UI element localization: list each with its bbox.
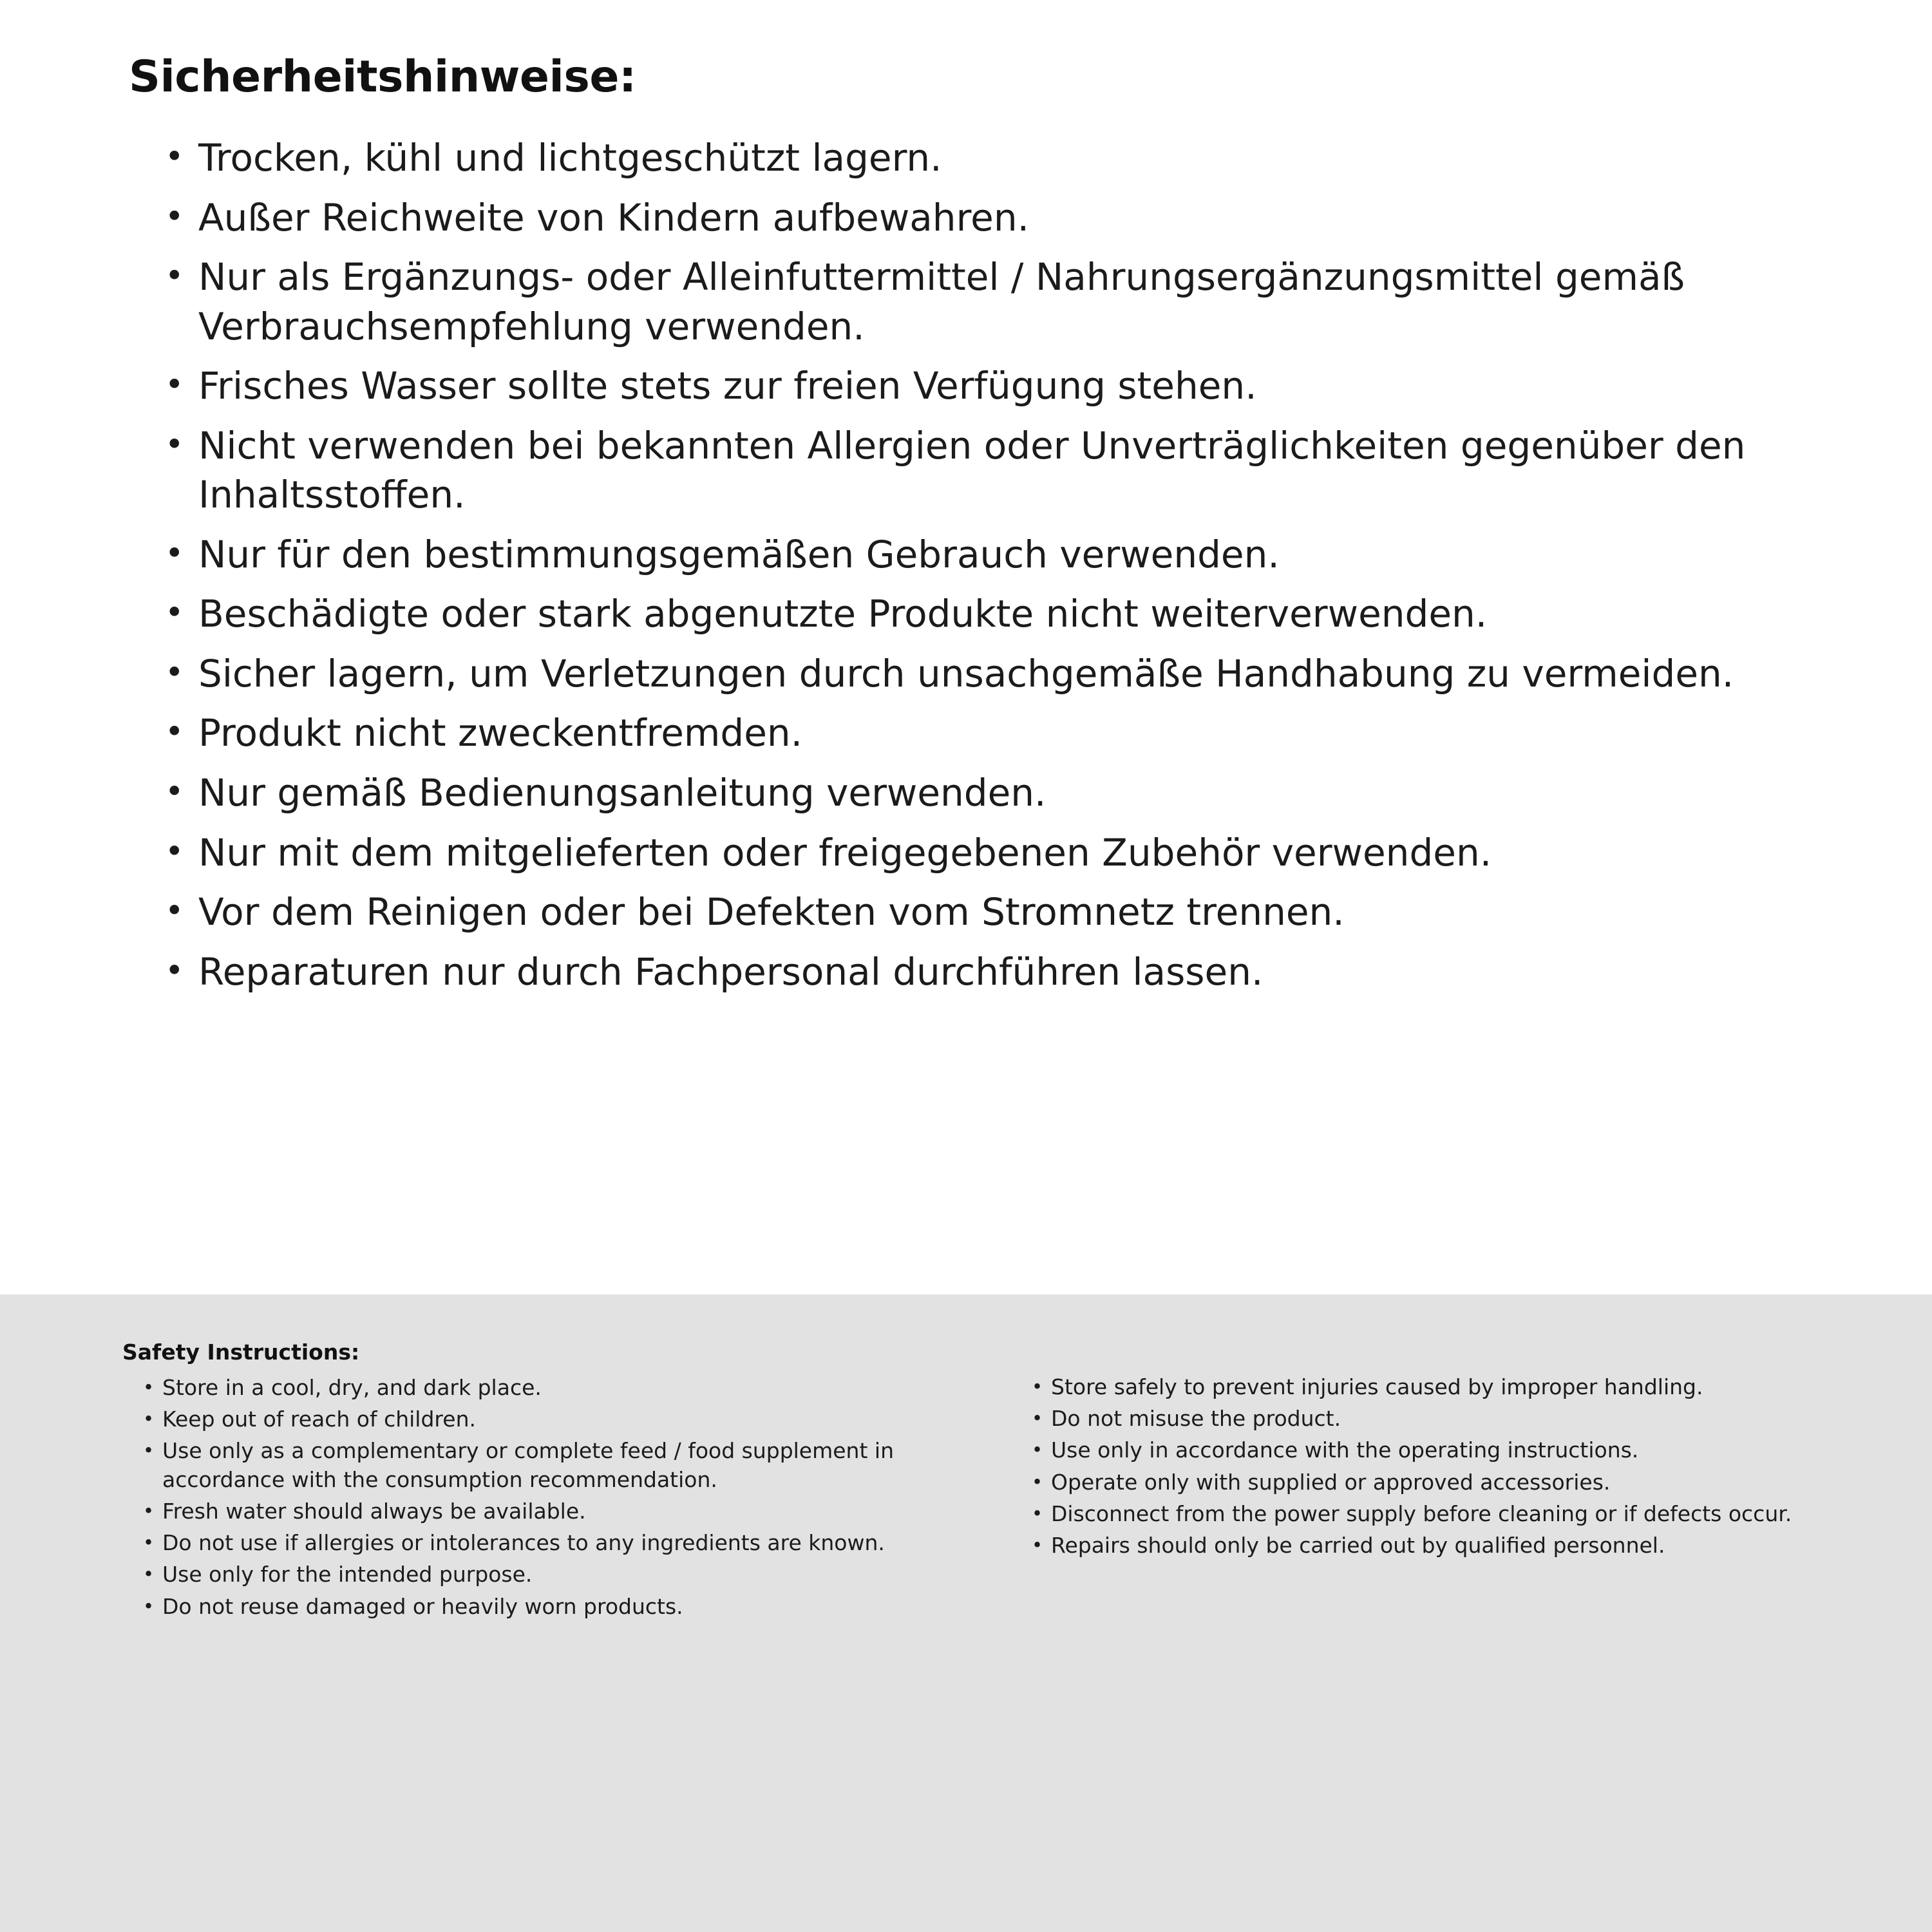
list-item bbox=[142, 1497, 940, 1526]
bullet-icon: • bbox=[1032, 1439, 1043, 1461]
bullet-icon: • bbox=[165, 773, 184, 811]
list-item-text: Operate only with supplied or approved accessories. bbox=[1051, 1469, 1611, 1495]
list-item bbox=[1030, 1468, 1829, 1497]
list-item-text: Use only in accordance with the operating instructions. bbox=[1051, 1437, 1639, 1463]
list-item-text: Sicher lagern, um Verletzungen durch unsachgemäße Handhabung zu vermeiden. bbox=[198, 651, 1734, 696]
list-item-text: Repairs should only be carried out by qualified personnel. bbox=[1051, 1533, 1665, 1558]
list-item bbox=[142, 1560, 940, 1589]
german-safety-list bbox=[129, 133, 1855, 996]
english-left-column bbox=[122, 1340, 940, 1624]
list-item bbox=[1030, 1436, 1829, 1464]
list-item-text: Nur als Ergänzungs- oder Alleinfuttermittel / Nahrungsergänzungsmittel gemäß Verbrauchsempfehlung verwenden. bbox=[198, 255, 1685, 348]
list-item-text: Nur für den bestimmungsgemäßen Gebrauch verwenden. bbox=[198, 532, 1280, 576]
list-item bbox=[161, 530, 1847, 580]
list-item-text: Use only for the intended purpose. bbox=[162, 1562, 533, 1587]
list-item-text: Fresh water should always be available. bbox=[162, 1498, 586, 1524]
bullet-icon: • bbox=[143, 1563, 155, 1586]
bullet-icon: • bbox=[165, 713, 184, 751]
list-item bbox=[161, 947, 1847, 997]
english-columns bbox=[122, 1340, 1868, 1624]
list-item bbox=[142, 1437, 940, 1493]
list-item-text: Trocken, kühl und lichtgeschützt lagern. bbox=[198, 136, 942, 180]
list-item-text: Do not reuse damaged or heavily worn products. bbox=[162, 1593, 683, 1619]
english-safety-list-left bbox=[122, 1374, 940, 1621]
bullet-icon: • bbox=[165, 366, 184, 404]
list-item bbox=[161, 193, 1847, 243]
bullet-icon: • bbox=[143, 1531, 155, 1554]
list-item bbox=[161, 887, 1847, 937]
list-item-text: Use only as a complementary or complete feed / food supplement in accordance with the consumption recommendation. bbox=[162, 1438, 894, 1492]
list-item-text: Store in a cool, dry, and dark place. bbox=[162, 1375, 542, 1400]
list-item bbox=[161, 768, 1847, 818]
english-right-column bbox=[1011, 1340, 1829, 1563]
bullet-icon: • bbox=[143, 1376, 155, 1398]
bullet-icon: • bbox=[165, 425, 184, 463]
english-safety-list-right bbox=[1011, 1373, 1829, 1560]
list-item bbox=[161, 828, 1847, 878]
bullet-icon: • bbox=[1032, 1376, 1043, 1397]
list-item-text: Reparaturen nur durch Fachpersonal durchführen lassen. bbox=[198, 949, 1264, 994]
list-item bbox=[161, 589, 1847, 639]
list-item-text: Beschädigte oder stark abgenutzte Produkte nicht weiterverwenden. bbox=[198, 592, 1488, 636]
list-item bbox=[161, 421, 1847, 520]
english-safety-section bbox=[0, 1294, 1932, 1932]
list-item-text: Außer Reichweite von Kindern aufbewahren. bbox=[198, 195, 1030, 240]
bullet-icon: • bbox=[165, 653, 184, 691]
list-item-text: Produkt nicht zweckentfremden. bbox=[198, 711, 803, 755]
list-item-text: Nicht verwenden bei bekannten Allergien oder Unverträglichkeiten gegenüber den Inhaltsstoffen. bbox=[198, 423, 1746, 517]
list-item-text: Vor dem Reinigen oder bei Defekten vom Stromnetz trennen. bbox=[198, 890, 1345, 934]
list-item bbox=[1030, 1531, 1829, 1560]
list-item-text: Disconnect from the power supply before cleaning or if defects occur. bbox=[1051, 1501, 1792, 1526]
bullet-icon: • bbox=[143, 1499, 155, 1522]
bullet-icon: • bbox=[165, 951, 184, 989]
list-item bbox=[1030, 1405, 1829, 1433]
bullet-icon: • bbox=[165, 594, 184, 632]
bullet-icon: • bbox=[1032, 1534, 1043, 1557]
list-item-text: Store safely to prevent injuries caused by improper handling. bbox=[1051, 1374, 1703, 1399]
list-item bbox=[161, 252, 1847, 351]
list-item bbox=[142, 1374, 940, 1402]
list-item bbox=[142, 1529, 940, 1557]
bullet-icon: • bbox=[143, 1408, 155, 1430]
bullet-icon: • bbox=[1032, 1407, 1043, 1430]
bullet-icon: • bbox=[143, 1439, 155, 1462]
bullet-icon: • bbox=[165, 257, 184, 295]
german-heading: Sicherheitshinweise: bbox=[129, 52, 636, 102]
bullet-icon: • bbox=[143, 1595, 155, 1617]
list-item-text: Nur mit dem mitgelieferten oder freigegebenen Zubehör verwenden. bbox=[198, 830, 1492, 875]
bullet-icon: • bbox=[1032, 1470, 1043, 1493]
list-item-text: Do not misuse the product. bbox=[1051, 1406, 1341, 1432]
list-item bbox=[161, 133, 1847, 183]
list-item bbox=[142, 1593, 940, 1621]
list-item bbox=[142, 1405, 940, 1434]
list-item bbox=[1030, 1500, 1829, 1528]
list-item bbox=[161, 708, 1847, 758]
list-item-text: Nur gemäß Bedienungsanleitung verwenden. bbox=[198, 771, 1046, 815]
bullet-icon: • bbox=[165, 832, 184, 870]
list-item-text: Frisches Wasser sollte stets zur freien Verfügung stehen. bbox=[198, 364, 1257, 408]
list-item-text: Do not use if allergies or intolerances to any ingredients are known. bbox=[162, 1530, 885, 1556]
list-item bbox=[161, 649, 1847, 699]
list-item bbox=[161, 361, 1847, 411]
list-item bbox=[1030, 1373, 1829, 1401]
bullet-icon: • bbox=[165, 138, 184, 175]
bullet-icon: • bbox=[1032, 1502, 1043, 1524]
bullet-icon: • bbox=[165, 197, 184, 235]
list-item-text: Keep out of reach of children. bbox=[162, 1406, 476, 1432]
english-heading: Safety Instructions: bbox=[122, 1340, 360, 1365]
bullet-icon: • bbox=[165, 892, 184, 930]
bullet-icon: • bbox=[165, 534, 184, 572]
